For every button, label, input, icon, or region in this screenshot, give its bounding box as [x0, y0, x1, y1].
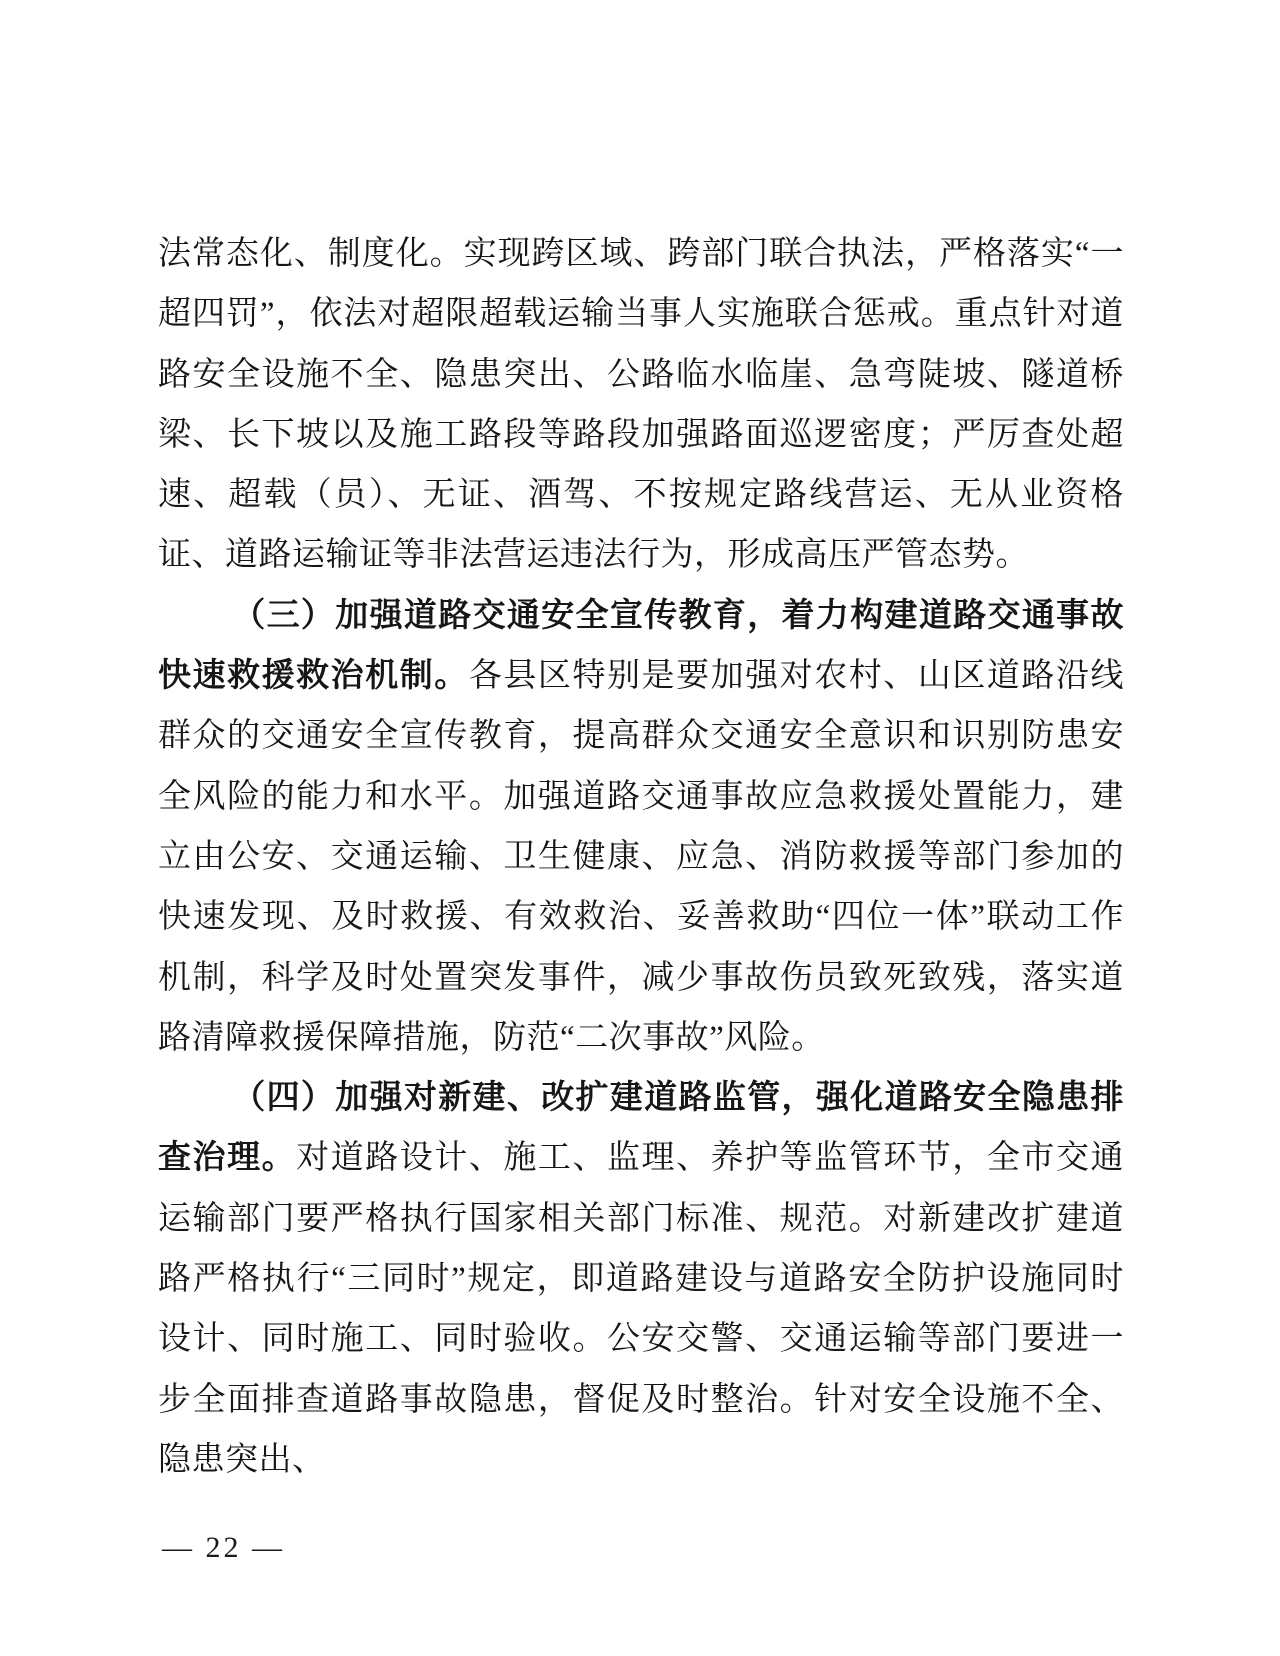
document-body [158, 224, 1124, 1490]
paragraph-section-four [158, 1068, 1124, 1490]
page-number: — 22 — [162, 1531, 285, 1564]
paragraph-continuation [158, 224, 1124, 586]
paragraph-text: 法常态化、制度化。实现跨区域、跨部门联合执法，严格落实“一超四罚”，依法对超限超载运输当事人实施联合惩戒。重点针对道路安全设施不全、隐患突出、公路临水临崖、急弯陡坡、隧道桥梁、长下坡以及施工路段等路段加强路面巡逻密度；严厉查处超速、超载（员）、无证、酒驾、不按规定路线营运、无从业资格证、道路运输证等非法营运违法行为，形成高压严管态势。 [158, 236, 1124, 574]
paragraph-section-three [158, 586, 1124, 1068]
section-three-heading: （三）加强道路交通安全宣传教育，着力构建道路交通事故快速救援救治机制。 [158, 597, 1124, 695]
section-three-text: 各县区特别是要加强对农村、山区道路沿线群众的交通安全宣传教育，提高群众交通安全意识和识别防患安全风险的能力和水平。加强道路交通事故应急救援处置能力，建立由公安、交通运输、卫生健康、应急、消防救援等部门参加的快速发现、及时救援、有效救治、妥善救助“四位一体”联动工作机制，科学及时处置突发事件，减少事故伤员致死致残，落实道路清障救援保障措施，防范“二次事故”风险。 [158, 658, 1125, 1056]
section-four-heading: （四）加强对新建、改扩建道路监管，强化道路安全隐患排查治理。 [158, 1080, 1124, 1177]
section-four-text: 对道路设计、施工、监理、养护等监管环节，全市交通运输部门要严格执行国家相关部门标准、规范。对新建改扩建道路严格执行“三同时”规定，即道路建设与道路安全防护设施同时设计、同时施工、同时验收。公安交警、交通运输等部门要进一步全面排查道路事故隐患，督促及时整治。针对安全设施不全、隐患突出、 [158, 1140, 1125, 1478]
